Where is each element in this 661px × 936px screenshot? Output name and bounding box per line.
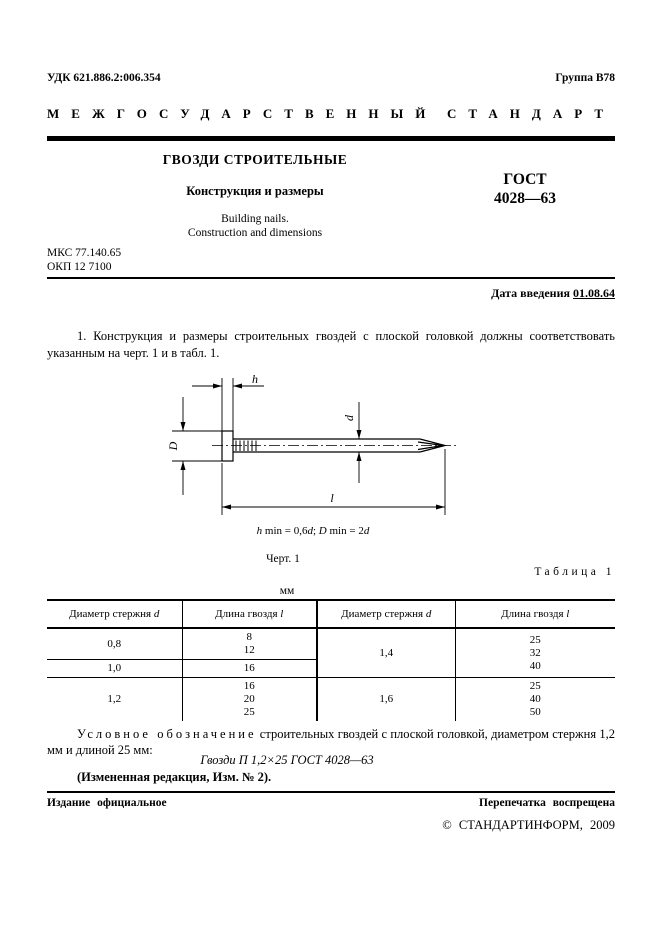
designation-rest: строительных гвоздей с плоской головкой, диаметром стержня 1,2 мм и длиной 25 мм: [47, 727, 615, 757]
col-header-length-1: Длина гвоздя l [182, 600, 317, 628]
formula-var-d: d [307, 525, 313, 537]
mks-code: МКС 77.140.65 [47, 247, 122, 259]
codes-block [47, 246, 121, 274]
cell-d-1-6: 1,6 [317, 678, 455, 722]
designation-lead: Условное обозначение [77, 727, 257, 741]
formula-var-d2: d [363, 525, 370, 537]
dim-label-D: D [166, 441, 180, 451]
table-row [47, 628, 615, 660]
table-row [47, 678, 615, 722]
cell-d-1-0: 1,0 [47, 660, 182, 678]
introduction-date-label: Дата введения [491, 286, 573, 300]
table-label: Таблица 1 [534, 566, 615, 578]
cell-d-1-2: 1,2 [47, 678, 182, 722]
okp-code: ОКП 12 7100 [47, 261, 112, 273]
official-edition-note: Издание официальное [47, 797, 167, 809]
col-header-length-2: Длина гвоздя l [455, 600, 615, 628]
footer-divider [47, 791, 615, 793]
cell-l-0-8: 8 12 [182, 628, 317, 660]
thick-divider [47, 136, 615, 141]
cell-l-1-0: 16 [182, 660, 317, 678]
udk-code: УДК 621.886.2:006.354 [47, 72, 161, 84]
nail-head [222, 431, 233, 461]
section-1-paragraph: 1. Конструкция и размеры строительных гвоздей с плоской головкой должны соответствовать указанным на черт. 1 и в табл. 1. [47, 329, 615, 360]
cell-d-0-8: 0,8 [47, 628, 182, 660]
standard-type-banner [47, 106, 615, 122]
title-column [105, 152, 405, 240]
document-title: ГВОЗДИ СТРОИТЕЛЬНЫЕ [162, 152, 348, 167]
gost-label: ГОСТ [503, 171, 547, 188]
dim-label-d: d [342, 415, 356, 421]
designation-example: Гвозди П 1,2×25 ГОСТ 4028—63 [200, 753, 374, 767]
formula-var-D: D [318, 525, 327, 537]
figure-formula: h min = 0,6d; D min = 2d [256, 525, 370, 537]
col-header-diameter-2: Диаметр стержня d [317, 600, 455, 628]
cell-d-1-4: 1,4 [317, 628, 455, 678]
copyright-line: © СТАНДАРТИНФОРМ, 2009 [442, 818, 615, 832]
document-subtitle: Конструкция и размеры [186, 184, 324, 198]
classification-row [47, 72, 615, 84]
introduction-date: 01.08.64 [573, 286, 615, 300]
cell-l-1-2: 16 20 25 [182, 678, 317, 722]
english-title-line1: Building nails. [221, 213, 289, 225]
table-header-row [47, 600, 615, 628]
figure-caption: Черт. 1 [266, 553, 300, 565]
footer-row [47, 797, 615, 809]
introduction-date-row [491, 286, 615, 301]
reprint-prohibited-note: Перепечатка воспрещена [479, 797, 615, 809]
thin-divider-top [47, 277, 615, 279]
banner-word-1: МЕЖГОСУДАРСТВЕННЫЙ [47, 106, 438, 121]
gost-designation [455, 170, 595, 208]
cell-l-1-4: 25 32 40 [455, 628, 615, 678]
dim-label-h: h [252, 372, 258, 386]
cell-l-1-6: 25 40 50 [529, 680, 541, 718]
col-header-diameter-1: Диаметр стержня d [47, 600, 182, 628]
group-code: Группа В78 [555, 72, 615, 84]
gost-number: 4028—63 [494, 190, 556, 207]
amendment-note: (Измененная редакция, Изм. № 2). [77, 770, 272, 784]
formula-var-h: h [256, 525, 263, 537]
banner-word-2: СТАНДАРТ [446, 106, 615, 121]
table-units: мм [279, 585, 295, 597]
english-title [105, 212, 405, 240]
english-title-line2: Construction and dimensions [187, 227, 323, 239]
nail-drawing [160, 372, 500, 522]
dim-label-l: l [330, 491, 334, 505]
dimensions-table [47, 599, 615, 721]
